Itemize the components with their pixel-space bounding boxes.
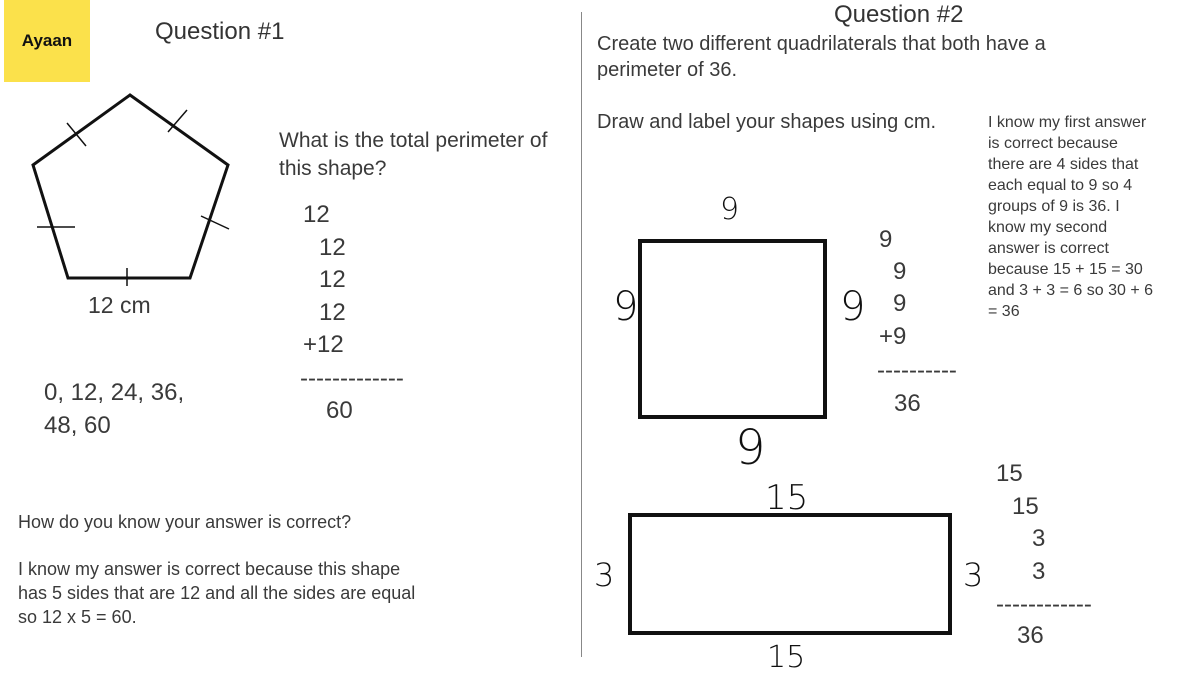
rectangle-sum-total: 36 <box>1017 622 1044 649</box>
q2-prompt-line: perimeter of 36. <box>597 59 738 81</box>
pentagon-side-label: 12 cm <box>88 292 151 318</box>
square-right-label: 9 <box>840 284 866 330</box>
square-bottom-label: 9 <box>735 420 766 476</box>
square-sum-addend: 9 <box>893 290 907 317</box>
q2-explanation-line: there are 4 sides that <box>988 156 1139 173</box>
square-top-label: 9 <box>720 192 740 227</box>
q1-explanation-line: I know my answer is correct because this shape <box>18 559 401 579</box>
rectangle-left-label: 3 <box>594 556 615 594</box>
q2-explanation <box>988 112 1193 322</box>
square-left-label: 9 <box>613 284 639 330</box>
q1-explanation-line: has 5 sides that are 12 and all the sides are equal <box>18 583 416 603</box>
rectangle-shape <box>630 515 950 633</box>
q2-explanation-line: groups of 9 is 36. I <box>988 198 1120 215</box>
pentagon-shape <box>33 95 228 278</box>
q1-question: What is the total perimeter of this shape? <box>279 129 548 180</box>
q2-explanation-line: I know my first answer <box>988 114 1147 131</box>
square-sum-total: 36 <box>894 390 921 417</box>
q2-prompt-line: Create two different quadrilaterals that both have a <box>597 33 1046 55</box>
q2-explanation-line: each equal to 9 so 4 <box>988 177 1133 194</box>
q2-explanation-line: because 15 + 15 = 30 <box>988 261 1143 278</box>
q2-explanation-line: and 3 + 3 = 6 so 30 + 6 <box>988 282 1154 299</box>
q2-title: Question #2 <box>834 1 964 28</box>
q1-title: Question #1 <box>155 18 285 45</box>
square-shape <box>640 241 825 417</box>
rectangle-top-label: 15 <box>765 478 809 518</box>
square-sum-line: ---------- <box>877 357 957 384</box>
square-sum-addend: +9 <box>879 323 907 350</box>
pentagon-tick-mark <box>67 123 86 146</box>
q2-explanation-line: = 36 <box>988 303 1020 320</box>
q1-addend: 12 <box>303 201 330 228</box>
pentagon-tick-mark <box>201 216 229 229</box>
q1-how-prompt: How do you know your answer is correct? <box>18 512 352 532</box>
skip-count-line: 0, 12, 24, 36, <box>44 379 185 406</box>
q2-instruction: Draw and label your shapes using cm. <box>597 111 937 133</box>
rectangle-sum-line: ------------ <box>996 591 1092 618</box>
q1-addend: 12 <box>319 299 346 326</box>
q1-explanation-line: so 12 x 5 = 60. <box>18 607 137 627</box>
rectangle-bottom-label: 15 <box>767 640 806 675</box>
rectangle-sum-addend: 3 <box>1032 525 1046 552</box>
student-name: Ayaan <box>21 31 73 50</box>
rectangle-sum-addend: 3 <box>1032 558 1046 585</box>
q1-sum-line: ------------- <box>300 365 404 392</box>
rectangle-right-label: 3 <box>963 556 984 594</box>
q2-explanation-line: answer is correct <box>988 240 1109 257</box>
q1-addend: 12 <box>319 266 346 293</box>
q1-total: 60 <box>326 397 353 424</box>
q1-addend: 12 <box>319 234 346 261</box>
skip-count-line: 48, 60 <box>44 412 111 439</box>
square-sum-addend: 9 <box>893 258 907 285</box>
rectangle-sum-addend: 15 <box>1012 493 1039 520</box>
square-sum-addend: 9 <box>879 226 893 253</box>
q2-explanation-line: know my second <box>988 219 1108 236</box>
q2-explanation-line: is correct because <box>988 135 1118 152</box>
rectangle-sum-addend: 15 <box>996 460 1023 487</box>
q1-addend: +12 <box>303 331 344 358</box>
